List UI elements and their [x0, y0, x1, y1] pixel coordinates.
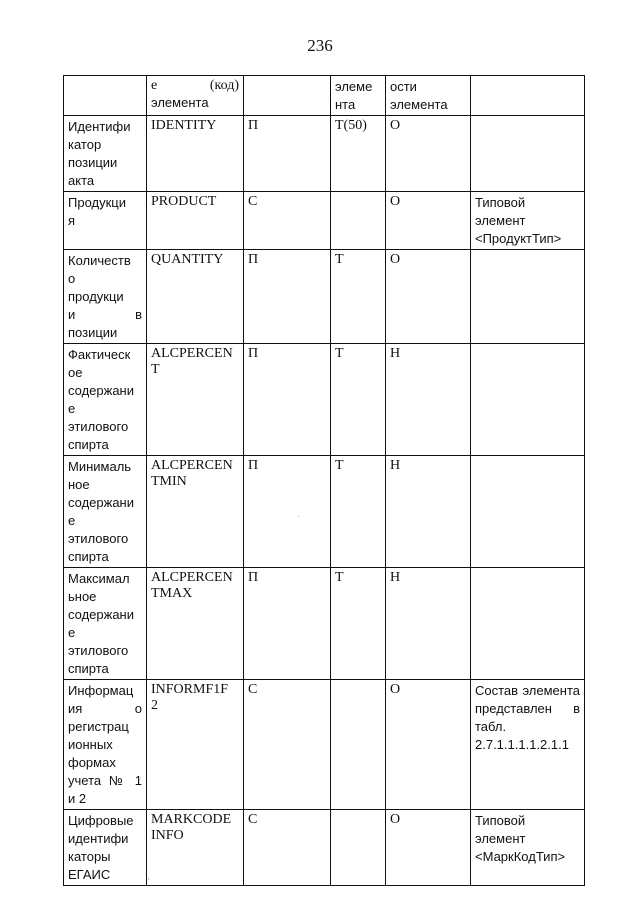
cell-name: Минималь ное содержани е этилового спирта — [64, 456, 147, 568]
cell-mult: П — [244, 250, 331, 344]
cell-name: Идентифи катор позиции акта — [64, 116, 147, 192]
cell-code: QUANTITY — [147, 250, 244, 344]
header-cell-mult — [244, 76, 331, 116]
cell-mult: П — [244, 568, 331, 680]
scan-speck — [148, 878, 149, 880]
cell-mult: П — [244, 456, 331, 568]
table-row — [64, 568, 585, 680]
table-row — [64, 192, 585, 250]
cell-req: О — [386, 680, 471, 810]
cell-type: Т(50) — [331, 116, 386, 192]
cell-name: Информац ия о регистрац ионных формах учета № 1 и 2 — [64, 680, 147, 810]
table-row — [64, 344, 585, 456]
cell-req: О — [386, 250, 471, 344]
table-body — [64, 76, 585, 886]
cell-mult: С — [244, 192, 331, 250]
cell-note — [471, 250, 585, 344]
cell-note: Состав элемента представлен в табл. 2.7.1.1.1.1.2.1.1 — [471, 680, 585, 810]
table-row — [64, 250, 585, 344]
table-row — [64, 116, 585, 192]
cell-mult: П — [244, 116, 331, 192]
cell-note: Типовой элемент <МаркКодТип> — [471, 810, 585, 886]
cell-name: Фактическ ое содержани е этилового спирта — [64, 344, 147, 456]
header-cell-req: ости элемента — [386, 76, 471, 116]
page-number: 236 — [307, 36, 333, 55]
cell-note: Типовой элемент <ПродуктТип> — [471, 192, 585, 250]
cell-code: PRODUCT — [147, 192, 244, 250]
header-continuation-row — [64, 76, 585, 116]
cell-type — [331, 192, 386, 250]
table-row — [64, 456, 585, 568]
element-table — [63, 75, 585, 886]
cell-type — [331, 810, 386, 886]
cell-name: Продукци я — [64, 192, 147, 250]
cell-name: Цифровые идентифи каторы ЕГАИС — [64, 810, 147, 886]
cell-name: Количеств о продукци и в позиции — [64, 250, 147, 344]
cell-mult: П — [244, 344, 331, 456]
cell-code: ALCPERCEN T — [147, 344, 244, 456]
cell-req: О — [386, 116, 471, 192]
cell-req: Н — [386, 456, 471, 568]
cell-req: О — [386, 810, 471, 886]
cell-type: Т — [331, 250, 386, 344]
header-cell-name — [64, 76, 147, 116]
header-cell-type: элеме нта — [331, 76, 386, 116]
table-row — [64, 810, 585, 886]
cell-req: О — [386, 192, 471, 250]
cell-note — [471, 456, 585, 568]
header-cell-code: е (код) элемента — [147, 76, 244, 116]
cell-name: Максимал ьное содержани е этилового спирта — [64, 568, 147, 680]
cell-code: MARKCODE INFO — [147, 810, 244, 886]
cell-code: IDENTITY — [147, 116, 244, 192]
cell-mult: С — [244, 680, 331, 810]
cell-mult: С — [244, 810, 331, 886]
header-cell-note — [471, 76, 585, 116]
cell-code: ALCPERCEN TMAX — [147, 568, 244, 680]
cell-type: Т — [331, 568, 386, 680]
table-row — [64, 680, 585, 810]
cell-req: Н — [386, 344, 471, 456]
scan-speck — [298, 516, 299, 517]
cell-type: Т — [331, 456, 386, 568]
cell-req: Н — [386, 568, 471, 680]
cell-type — [331, 680, 386, 810]
cell-note — [471, 116, 585, 192]
cell-code: ALCPERCEN TMIN — [147, 456, 244, 568]
cell-note — [471, 568, 585, 680]
cell-note — [471, 344, 585, 456]
cell-type: Т — [331, 344, 386, 456]
cell-code: INFORMF1F 2 — [147, 680, 244, 810]
